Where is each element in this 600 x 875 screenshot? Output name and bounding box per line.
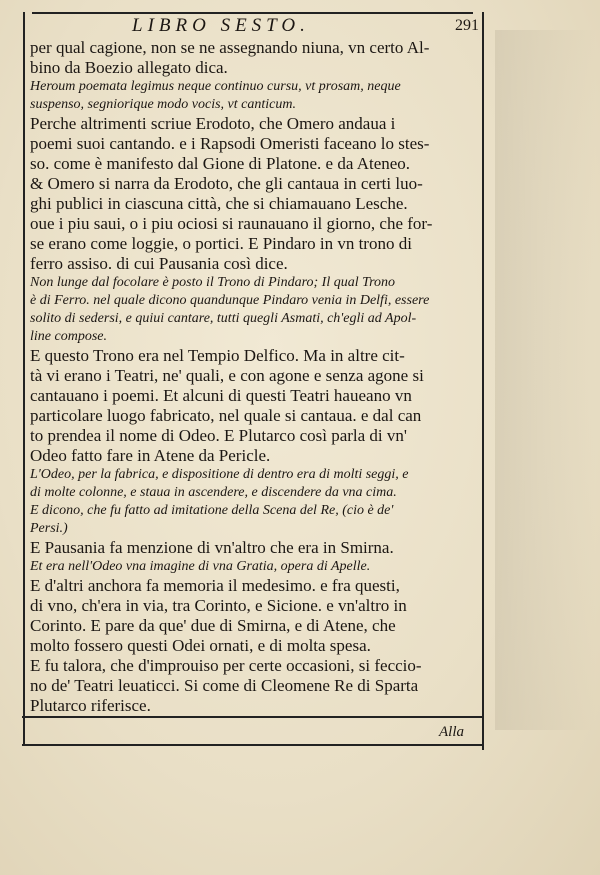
- text-line: E d'altri anchora fa memoria il medesimo. e fra questi,: [30, 576, 400, 595]
- bottom-rule-upper: [22, 716, 484, 718]
- text-line: cantauano i poemi. Et alcuni di questi Teatri haueano vn: [30, 386, 412, 405]
- text-line: so. come è manifesto dal Gione di Platone. e da Ateneo.: [30, 154, 411, 173]
- page-edge-shadow: [495, 30, 595, 730]
- text-line: poemi suoi cantando. e i Rapsodi Omeristi faceano lo stes-: [30, 134, 430, 153]
- text-line: molto fossero questi Odei ornati, e di molta spesa.: [30, 636, 371, 655]
- text-line: di vno, ch'era in via, tra Corinto, e Sicione. e vn'altro in: [30, 596, 407, 615]
- text-line: no de' Teatri leuaticci. Si come di Cleomene Re di Sparta: [30, 676, 419, 695]
- text-line: E questo Trono era nel Tempio Delfico. Ma in altre cit-: [30, 346, 405, 365]
- text-line: bino da Boezio allegato dica.: [30, 58, 228, 77]
- body-text: [30, 38, 478, 716]
- quotation-line: line compose.: [30, 329, 107, 344]
- text-line: to prendea il nome di Odeo. E Plutarco così parla di vn': [30, 426, 407, 445]
- quotation-line: di molte colonne, e staua in ascendere, e discendere da vna cima.: [30, 485, 397, 500]
- text-line: Plutarco riferisce.: [30, 696, 151, 715]
- quotation-line: Et era nell'Odeo vna imagine di vna Gratia, opera di Apelle.: [30, 559, 371, 574]
- text-line: particolare luogo fabricato, nel quale si cantaua. e dal can: [30, 406, 422, 425]
- text-line: oue i piu saui, o i piu ociosi si raunauano il giorno, che for-: [30, 214, 433, 233]
- quotation-line: solito di sedersi, e quiui cantare, tutti quegli Asmati, ch'egli ad Apol-: [30, 311, 417, 326]
- text-line: ferro assiso. di cui Pausania così dice.: [30, 254, 288, 273]
- text-line: per qual cagione, non se ne assegnando niuna, vn certo Al-: [30, 38, 430, 57]
- text-line: tà vi erano i Teatri, ne' quali, e con agone e senza agone si: [30, 366, 424, 385]
- bottom-rule-lower: [22, 744, 484, 746]
- catchword: Alla: [439, 724, 464, 740]
- text-line: Odeo fatto fare in Atene da Pericle.: [30, 446, 271, 465]
- right-rule: [482, 12, 484, 750]
- text-line: Corinto. E pare da que' due di Smirna, e di Atene, che: [30, 616, 396, 635]
- quotation-line: è di Ferro. nel quale dicono quandunque Pindaro venia in Delfi, essere: [30, 293, 430, 308]
- quotation-line: suspenso, segniorique modo vocis, vt canticum.: [30, 97, 296, 112]
- quotation-line: Non lunge dal focolare è posto il Trono di Pindaro; Il qual Trono: [30, 275, 396, 290]
- left-rule: [23, 12, 25, 746]
- quotation-line: Persi.): [30, 521, 68, 536]
- text-line: & Omero si narra da Erodoto, che gli cantaua in certi luo-: [30, 174, 423, 193]
- text-line: E fu talora, che d'improuiso per certe occasioni, si feccio-: [30, 656, 422, 675]
- page-number: 291: [455, 17, 479, 34]
- quotation-line: E dicono, che fu fatto ad imitatione della Scena del Re, (cio è de': [30, 503, 394, 518]
- quotation-line: L'Odeo, per la fabrica, e dispositione di dentro era di molti seggi, e: [30, 467, 409, 482]
- text-line: Perche altrimenti scriue Erodoto, che Omero andaua i: [30, 114, 396, 133]
- text-line: E Pausania fa menzione di vn'altro che era in Smirna.: [30, 538, 394, 557]
- running-title: LIBRO SESTO.: [132, 15, 310, 36]
- text-line: ghi publici in ciascuna città, che si chiamauano Lesche.: [30, 194, 408, 213]
- footer-rules: [22, 716, 484, 746]
- quotation-line: Heroum poemata legimus neque continuo cursu, vt prosam, neque: [30, 79, 401, 94]
- page-header: [20, 13, 485, 37]
- text-line: se erano come loggie, o portici. E Pindaro in vn trono di: [30, 234, 412, 253]
